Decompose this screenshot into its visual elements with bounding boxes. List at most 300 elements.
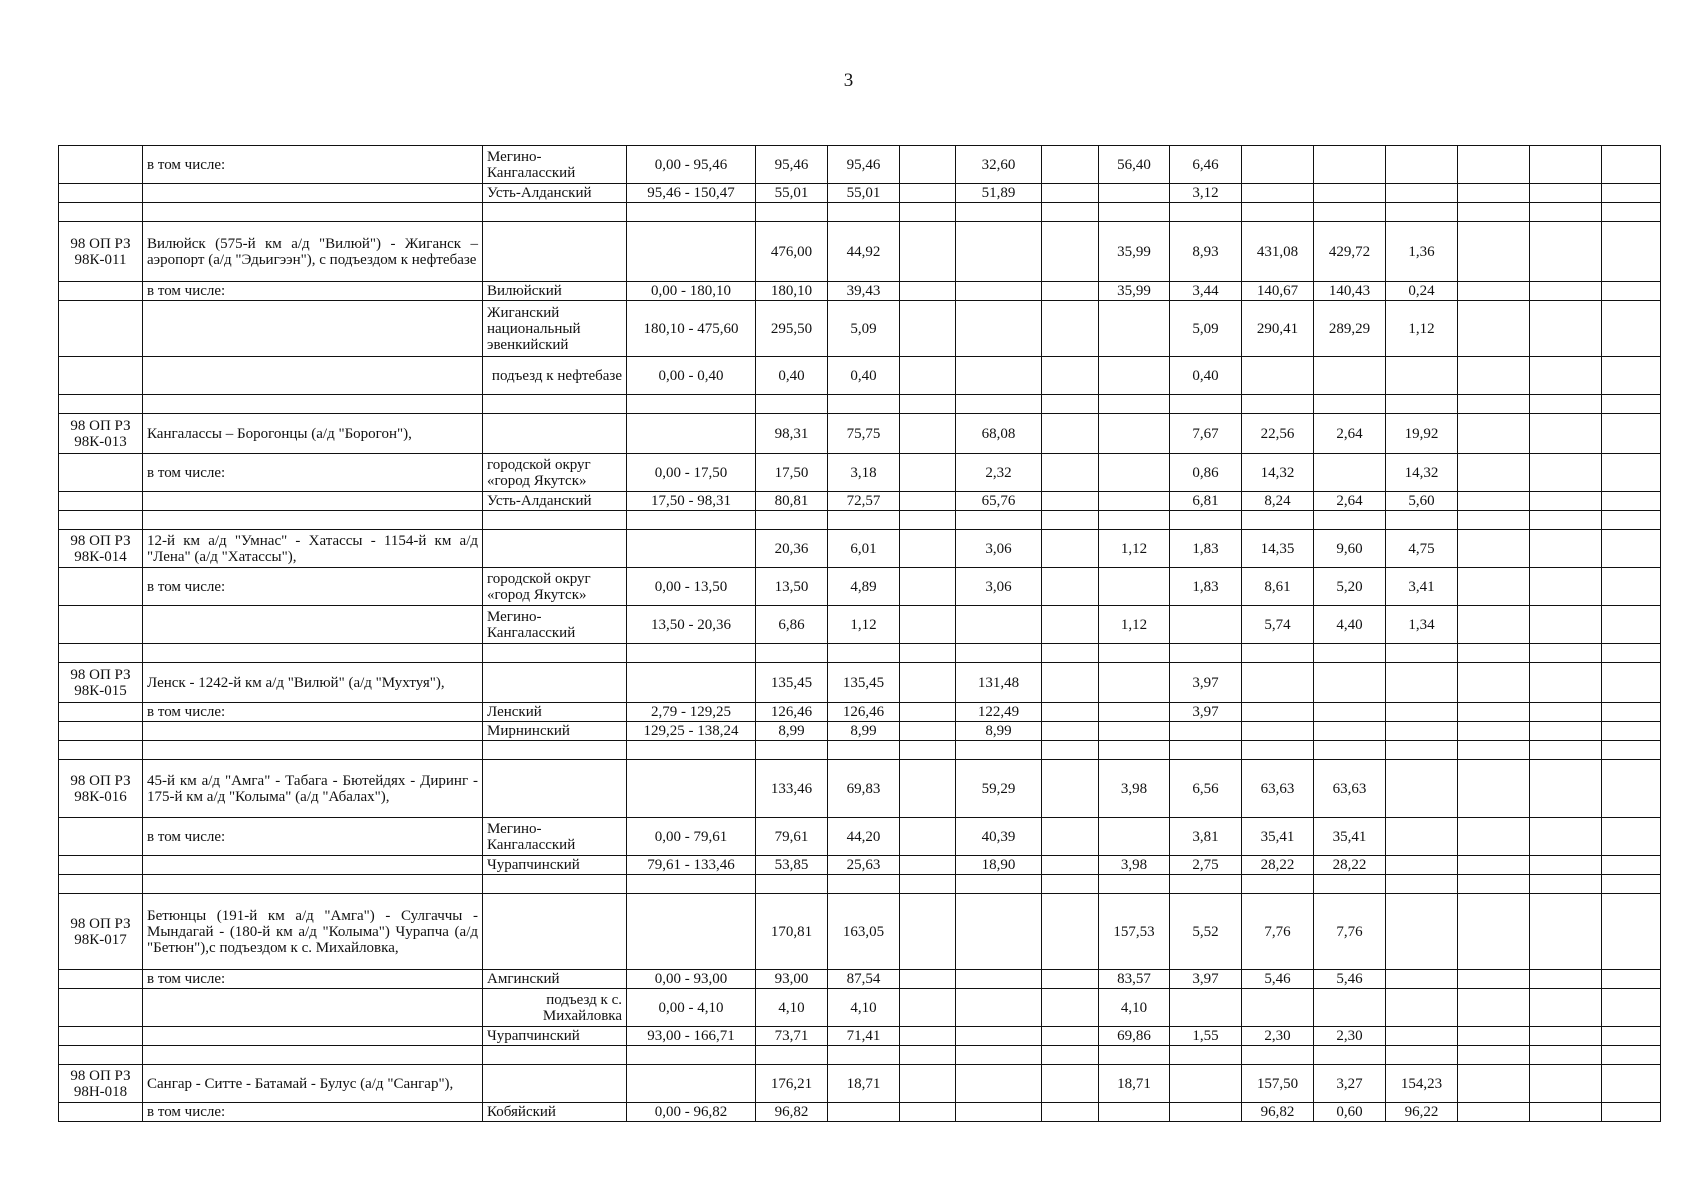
value-cell: 13,50 [756, 568, 828, 606]
empty-cell [1602, 203, 1661, 222]
value-cell [900, 818, 956, 856]
road-name-cell: в том числе: [143, 282, 483, 301]
empty-cell [1170, 875, 1242, 894]
district-cell: подъезд к нефтебазе [483, 357, 627, 395]
value-cell [900, 606, 956, 644]
value-cell: 0,60 [1314, 1103, 1386, 1122]
value-cell: 5,46 [1314, 970, 1386, 989]
empty-cell [1042, 1046, 1099, 1065]
value-cell [1530, 222, 1602, 282]
value-cell [1458, 663, 1530, 703]
value-cell: 53,85 [756, 856, 828, 875]
value-cell [1458, 856, 1530, 875]
empty-cell [59, 875, 143, 894]
value-cell: 1,12 [828, 606, 900, 644]
value-cell: 8,24 [1242, 492, 1314, 511]
empty-cell [1042, 203, 1099, 222]
district-cell: Усть-Алданский [483, 492, 627, 511]
road-id-cell: 98 ОП РЗ 98К-011 [59, 222, 143, 282]
km-range-cell [627, 760, 756, 818]
value-cell: 431,08 [1242, 222, 1314, 282]
empty-cell [900, 511, 956, 530]
district-cell: Мирнинский [483, 722, 627, 741]
empty-cell [900, 875, 956, 894]
value-cell [1242, 357, 1314, 395]
road-id-cell [59, 1027, 143, 1046]
value-cell: 2,64 [1314, 492, 1386, 511]
value-cell: 65,76 [956, 492, 1042, 511]
value-cell [1530, 606, 1602, 644]
value-cell [1602, 856, 1661, 875]
value-cell: 126,46 [828, 703, 900, 722]
road-name-cell [143, 606, 483, 644]
km-range-cell: 95,46 - 150,47 [627, 184, 756, 203]
road-id-cell [59, 492, 143, 511]
value-cell [900, 970, 956, 989]
table-row [59, 184, 1661, 203]
value-cell: 35,99 [1099, 282, 1170, 301]
value-cell: 79,61 [756, 818, 828, 856]
value-cell [1602, 722, 1661, 741]
value-cell [1042, 1027, 1099, 1046]
value-cell [1314, 989, 1386, 1027]
empty-cell [627, 741, 756, 760]
empty-cell [956, 395, 1042, 414]
value-cell [1530, 301, 1602, 357]
value-cell [1530, 856, 1602, 875]
value-cell [1242, 146, 1314, 184]
district-cell: Кобяйский [483, 1103, 627, 1122]
empty-cell [956, 1046, 1042, 1065]
value-cell [1602, 606, 1661, 644]
road-id-cell: 98 ОП РЗ 98К-015 [59, 663, 143, 703]
value-cell [1602, 146, 1661, 184]
empty-cell [143, 511, 483, 530]
value-cell [1458, 1065, 1530, 1103]
value-cell [1042, 663, 1099, 703]
value-cell [1602, 530, 1661, 568]
value-cell [828, 1103, 900, 1122]
value-cell [900, 530, 956, 568]
table-row [59, 222, 1661, 282]
empty-cell [1602, 1046, 1661, 1065]
value-cell: 1,36 [1386, 222, 1458, 282]
km-range-cell [627, 414, 756, 454]
value-cell [1099, 492, 1170, 511]
value-cell: 3,44 [1170, 282, 1242, 301]
table-row [59, 492, 1661, 511]
value-cell: 4,75 [1386, 530, 1458, 568]
value-cell: 1,55 [1170, 1027, 1242, 1046]
km-range-cell [627, 894, 756, 970]
road-id-cell: 98 ОП РЗ 98К-017 [59, 894, 143, 970]
km-range-cell: 0,00 - 13,50 [627, 568, 756, 606]
spacer-row [59, 395, 1661, 414]
value-cell [1458, 414, 1530, 454]
value-cell [1458, 301, 1530, 357]
value-cell: 8,99 [828, 722, 900, 741]
value-cell: 17,50 [756, 454, 828, 492]
value-cell [1042, 760, 1099, 818]
value-cell [1042, 454, 1099, 492]
value-cell [1530, 1065, 1602, 1103]
value-cell: 8,99 [756, 722, 828, 741]
value-cell [900, 1103, 956, 1122]
table-row [59, 357, 1661, 395]
value-cell [1602, 282, 1661, 301]
empty-cell [1099, 741, 1170, 760]
value-cell: 0,40 [756, 357, 828, 395]
empty-cell [828, 741, 900, 760]
value-cell [1042, 1065, 1099, 1103]
value-cell: 157,53 [1099, 894, 1170, 970]
value-cell: 429,72 [1314, 222, 1386, 282]
table-row [59, 530, 1661, 568]
table-row [59, 414, 1661, 454]
value-cell [956, 357, 1042, 395]
value-cell: 1,12 [1386, 301, 1458, 357]
empty-cell [1170, 1046, 1242, 1065]
value-cell: 96,82 [756, 1103, 828, 1122]
value-cell: 63,63 [1314, 760, 1386, 818]
value-cell: 3,97 [1170, 703, 1242, 722]
value-cell: 87,54 [828, 970, 900, 989]
value-cell [1386, 989, 1458, 1027]
km-range-cell: 0,00 - 4,10 [627, 989, 756, 1027]
value-cell [1042, 818, 1099, 856]
value-cell [1042, 222, 1099, 282]
road-name-cell: Бетюнцы (191-й км а/д "Амга") - Сулгаччы - Мындагай - (180-й км а/д "Колыма") Чурапча (а/д "Бетюн"),с подъездом к с. Михайловка, [143, 894, 483, 970]
empty-cell [900, 644, 956, 663]
value-cell [1042, 606, 1099, 644]
empty-cell [956, 741, 1042, 760]
value-cell [1099, 1103, 1170, 1122]
value-cell: 176,21 [756, 1065, 828, 1103]
value-cell: 3,18 [828, 454, 900, 492]
value-cell: 1,34 [1386, 606, 1458, 644]
empty-cell [900, 203, 956, 222]
empty-cell [1242, 395, 1314, 414]
value-cell: 40,39 [956, 818, 1042, 856]
empty-cell [143, 1046, 483, 1065]
value-cell: 154,23 [1386, 1065, 1458, 1103]
value-cell [956, 1027, 1042, 1046]
value-cell [1602, 357, 1661, 395]
value-cell: 5,09 [828, 301, 900, 357]
value-cell: 0,40 [828, 357, 900, 395]
empty-cell [900, 395, 956, 414]
road-name-cell: в том числе: [143, 568, 483, 606]
value-cell: 135,45 [828, 663, 900, 703]
empty-cell [956, 644, 1042, 663]
value-cell [1530, 454, 1602, 492]
value-cell: 5,46 [1242, 970, 1314, 989]
value-cell: 5,74 [1242, 606, 1314, 644]
empty-cell [1386, 1046, 1458, 1065]
value-cell: 96,22 [1386, 1103, 1458, 1122]
empty-cell [483, 1046, 627, 1065]
value-cell [1314, 184, 1386, 203]
road-name-cell [143, 184, 483, 203]
value-cell [1314, 703, 1386, 722]
empty-cell [828, 395, 900, 414]
empty-cell [900, 741, 956, 760]
value-cell: 3,98 [1099, 856, 1170, 875]
district-cell: Чурапчинский [483, 1027, 627, 1046]
value-cell: 72,57 [828, 492, 900, 511]
value-cell [1530, 184, 1602, 203]
district-cell: городской округ «город Якутск» [483, 454, 627, 492]
value-cell: 28,22 [1314, 856, 1386, 875]
value-cell: 2,30 [1314, 1027, 1386, 1046]
value-cell: 56,40 [1099, 146, 1170, 184]
value-cell [1099, 301, 1170, 357]
empty-cell [1314, 203, 1386, 222]
page-number: 3 [843, 70, 854, 91]
road-id-cell [59, 568, 143, 606]
km-range-cell: 17,50 - 98,31 [627, 492, 756, 511]
value-cell [900, 454, 956, 492]
empty-cell [756, 203, 828, 222]
empty-cell [956, 511, 1042, 530]
value-cell: 93,00 [756, 970, 828, 989]
value-cell [1042, 184, 1099, 203]
value-cell [1602, 414, 1661, 454]
value-cell [1099, 818, 1170, 856]
empty-cell [1530, 203, 1602, 222]
value-cell [1242, 184, 1314, 203]
value-cell: 59,29 [956, 760, 1042, 818]
empty-cell [1458, 644, 1530, 663]
value-cell [1099, 568, 1170, 606]
value-cell [900, 894, 956, 970]
value-cell: 3,97 [1170, 970, 1242, 989]
empty-cell [1386, 644, 1458, 663]
value-cell: 3,98 [1099, 760, 1170, 818]
road-id-cell [59, 146, 143, 184]
empty-cell [1314, 741, 1386, 760]
road-id-cell [59, 606, 143, 644]
empty-cell [1170, 203, 1242, 222]
value-cell: 1,83 [1170, 530, 1242, 568]
road-name-cell [143, 1027, 483, 1046]
road-id-cell: 98 ОП РЗ 98Н-018 [59, 1065, 143, 1103]
empty-cell [756, 511, 828, 530]
table-row [59, 663, 1661, 703]
empty-cell [828, 203, 900, 222]
value-cell [900, 282, 956, 301]
km-range-cell [627, 222, 756, 282]
value-cell [1099, 703, 1170, 722]
value-cell [956, 970, 1042, 989]
empty-cell [1458, 741, 1530, 760]
km-range-cell: 0,00 - 95,46 [627, 146, 756, 184]
empty-cell [1042, 395, 1099, 414]
road-name-cell: Сангар - Ситте - Батамай - Булус (а/д "Сангар"), [143, 1065, 483, 1103]
empty-cell [483, 644, 627, 663]
value-cell: 55,01 [756, 184, 828, 203]
value-cell: 35,41 [1314, 818, 1386, 856]
value-cell: 73,71 [756, 1027, 828, 1046]
road-id-cell: 98 ОП РЗ 98К-016 [59, 760, 143, 818]
empty-cell [143, 203, 483, 222]
roads-table [58, 145, 1661, 1122]
value-cell [900, 146, 956, 184]
spacer-row [59, 875, 1661, 894]
value-cell [1602, 568, 1661, 606]
value-cell [1530, 1027, 1602, 1046]
road-id-cell: 98 ОП РЗ 98К-014 [59, 530, 143, 568]
empty-cell [756, 741, 828, 760]
value-cell [1314, 454, 1386, 492]
km-range-cell: 2,79 - 129,25 [627, 703, 756, 722]
table-row [59, 454, 1661, 492]
road-id-cell [59, 357, 143, 395]
empty-cell [59, 644, 143, 663]
value-cell: 7,67 [1170, 414, 1242, 454]
value-cell [1386, 703, 1458, 722]
value-cell: 131,48 [956, 663, 1042, 703]
value-cell [1099, 357, 1170, 395]
value-cell [956, 222, 1042, 282]
km-range-cell: 0,00 - 79,61 [627, 818, 756, 856]
road-id-cell [59, 856, 143, 875]
value-cell: 135,45 [756, 663, 828, 703]
value-cell [1386, 970, 1458, 989]
empty-cell [1314, 644, 1386, 663]
value-cell: 0,40 [1170, 357, 1242, 395]
table-row [59, 760, 1661, 818]
value-cell: 69,86 [1099, 1027, 1170, 1046]
empty-cell [756, 875, 828, 894]
value-cell [1458, 222, 1530, 282]
value-cell [1386, 663, 1458, 703]
value-cell [900, 222, 956, 282]
empty-cell [483, 203, 627, 222]
district-cell: подъезд к с. Михайловка [483, 989, 627, 1027]
value-cell [1602, 760, 1661, 818]
empty-cell [1242, 511, 1314, 530]
value-cell [1042, 301, 1099, 357]
value-cell: 35,99 [1099, 222, 1170, 282]
empty-cell [1602, 511, 1661, 530]
empty-cell [1099, 395, 1170, 414]
value-cell [1314, 357, 1386, 395]
value-cell [1530, 989, 1602, 1027]
value-cell: 4,10 [756, 989, 828, 1027]
empty-cell [143, 741, 483, 760]
value-cell [1042, 970, 1099, 989]
value-cell [1602, 663, 1661, 703]
value-cell [1458, 568, 1530, 606]
road-name-cell [143, 989, 483, 1027]
district-cell [483, 760, 627, 818]
table-row [59, 856, 1661, 875]
empty-cell [1602, 644, 1661, 663]
empty-cell [1242, 644, 1314, 663]
district-cell: Мегино-Кангаласский [483, 606, 627, 644]
value-cell [1530, 818, 1602, 856]
value-cell [1099, 454, 1170, 492]
empty-cell [1042, 511, 1099, 530]
value-cell [1602, 222, 1661, 282]
value-cell [1314, 722, 1386, 741]
road-name-cell [143, 357, 483, 395]
value-cell [1042, 530, 1099, 568]
district-cell [483, 663, 627, 703]
value-cell [900, 492, 956, 511]
empty-cell [1530, 741, 1602, 760]
value-cell: 44,20 [828, 818, 900, 856]
value-cell [1099, 184, 1170, 203]
road-name-cell [143, 722, 483, 741]
value-cell: 6,56 [1170, 760, 1242, 818]
value-cell [1386, 894, 1458, 970]
value-cell: 68,08 [956, 414, 1042, 454]
value-cell: 4,89 [828, 568, 900, 606]
value-cell [900, 568, 956, 606]
value-cell [1458, 760, 1530, 818]
value-cell: 69,83 [828, 760, 900, 818]
road-name-cell: 45-й км а/д "Амга" - Табага - Бютейдях - Диринг - 175-й км а/д "Колыма" (а/д "Абалах"), [143, 760, 483, 818]
empty-cell [1458, 1046, 1530, 1065]
value-cell [1170, 606, 1242, 644]
km-range-cell: 129,25 - 138,24 [627, 722, 756, 741]
value-cell: 289,29 [1314, 301, 1386, 357]
district-cell [483, 1065, 627, 1103]
value-cell [1314, 146, 1386, 184]
empty-cell [1099, 1046, 1170, 1065]
value-cell [1242, 722, 1314, 741]
value-cell: 140,67 [1242, 282, 1314, 301]
empty-cell [1170, 511, 1242, 530]
value-cell [1458, 1103, 1530, 1122]
road-id-cell: 98 ОП РЗ 98К-013 [59, 414, 143, 454]
value-cell [1042, 357, 1099, 395]
value-cell: 2,75 [1170, 856, 1242, 875]
value-cell [1099, 414, 1170, 454]
value-cell [1530, 282, 1602, 301]
empty-cell [627, 1046, 756, 1065]
value-cell: 290,41 [1242, 301, 1314, 357]
value-cell: 6,01 [828, 530, 900, 568]
value-cell [1602, 184, 1661, 203]
value-cell: 19,92 [1386, 414, 1458, 454]
value-cell: 8,99 [956, 722, 1042, 741]
value-cell: 20,36 [756, 530, 828, 568]
value-cell: 5,60 [1386, 492, 1458, 511]
empty-cell [143, 875, 483, 894]
value-cell: 3,06 [956, 530, 1042, 568]
district-cell: Усть-Алданский [483, 184, 627, 203]
value-cell [1042, 856, 1099, 875]
value-cell [1458, 894, 1530, 970]
table-body [59, 146, 1661, 1122]
empty-cell [756, 644, 828, 663]
value-cell: 1,12 [1099, 530, 1170, 568]
district-cell: Мегино-Кангаласский [483, 818, 627, 856]
empty-cell [483, 395, 627, 414]
value-cell [1602, 492, 1661, 511]
road-name-cell [143, 301, 483, 357]
km-range-cell: 79,61 - 133,46 [627, 856, 756, 875]
empty-cell [143, 395, 483, 414]
value-cell [1458, 1027, 1530, 1046]
value-cell: 55,01 [828, 184, 900, 203]
value-cell: 14,35 [1242, 530, 1314, 568]
empty-cell [756, 1046, 828, 1065]
value-cell [1530, 492, 1602, 511]
